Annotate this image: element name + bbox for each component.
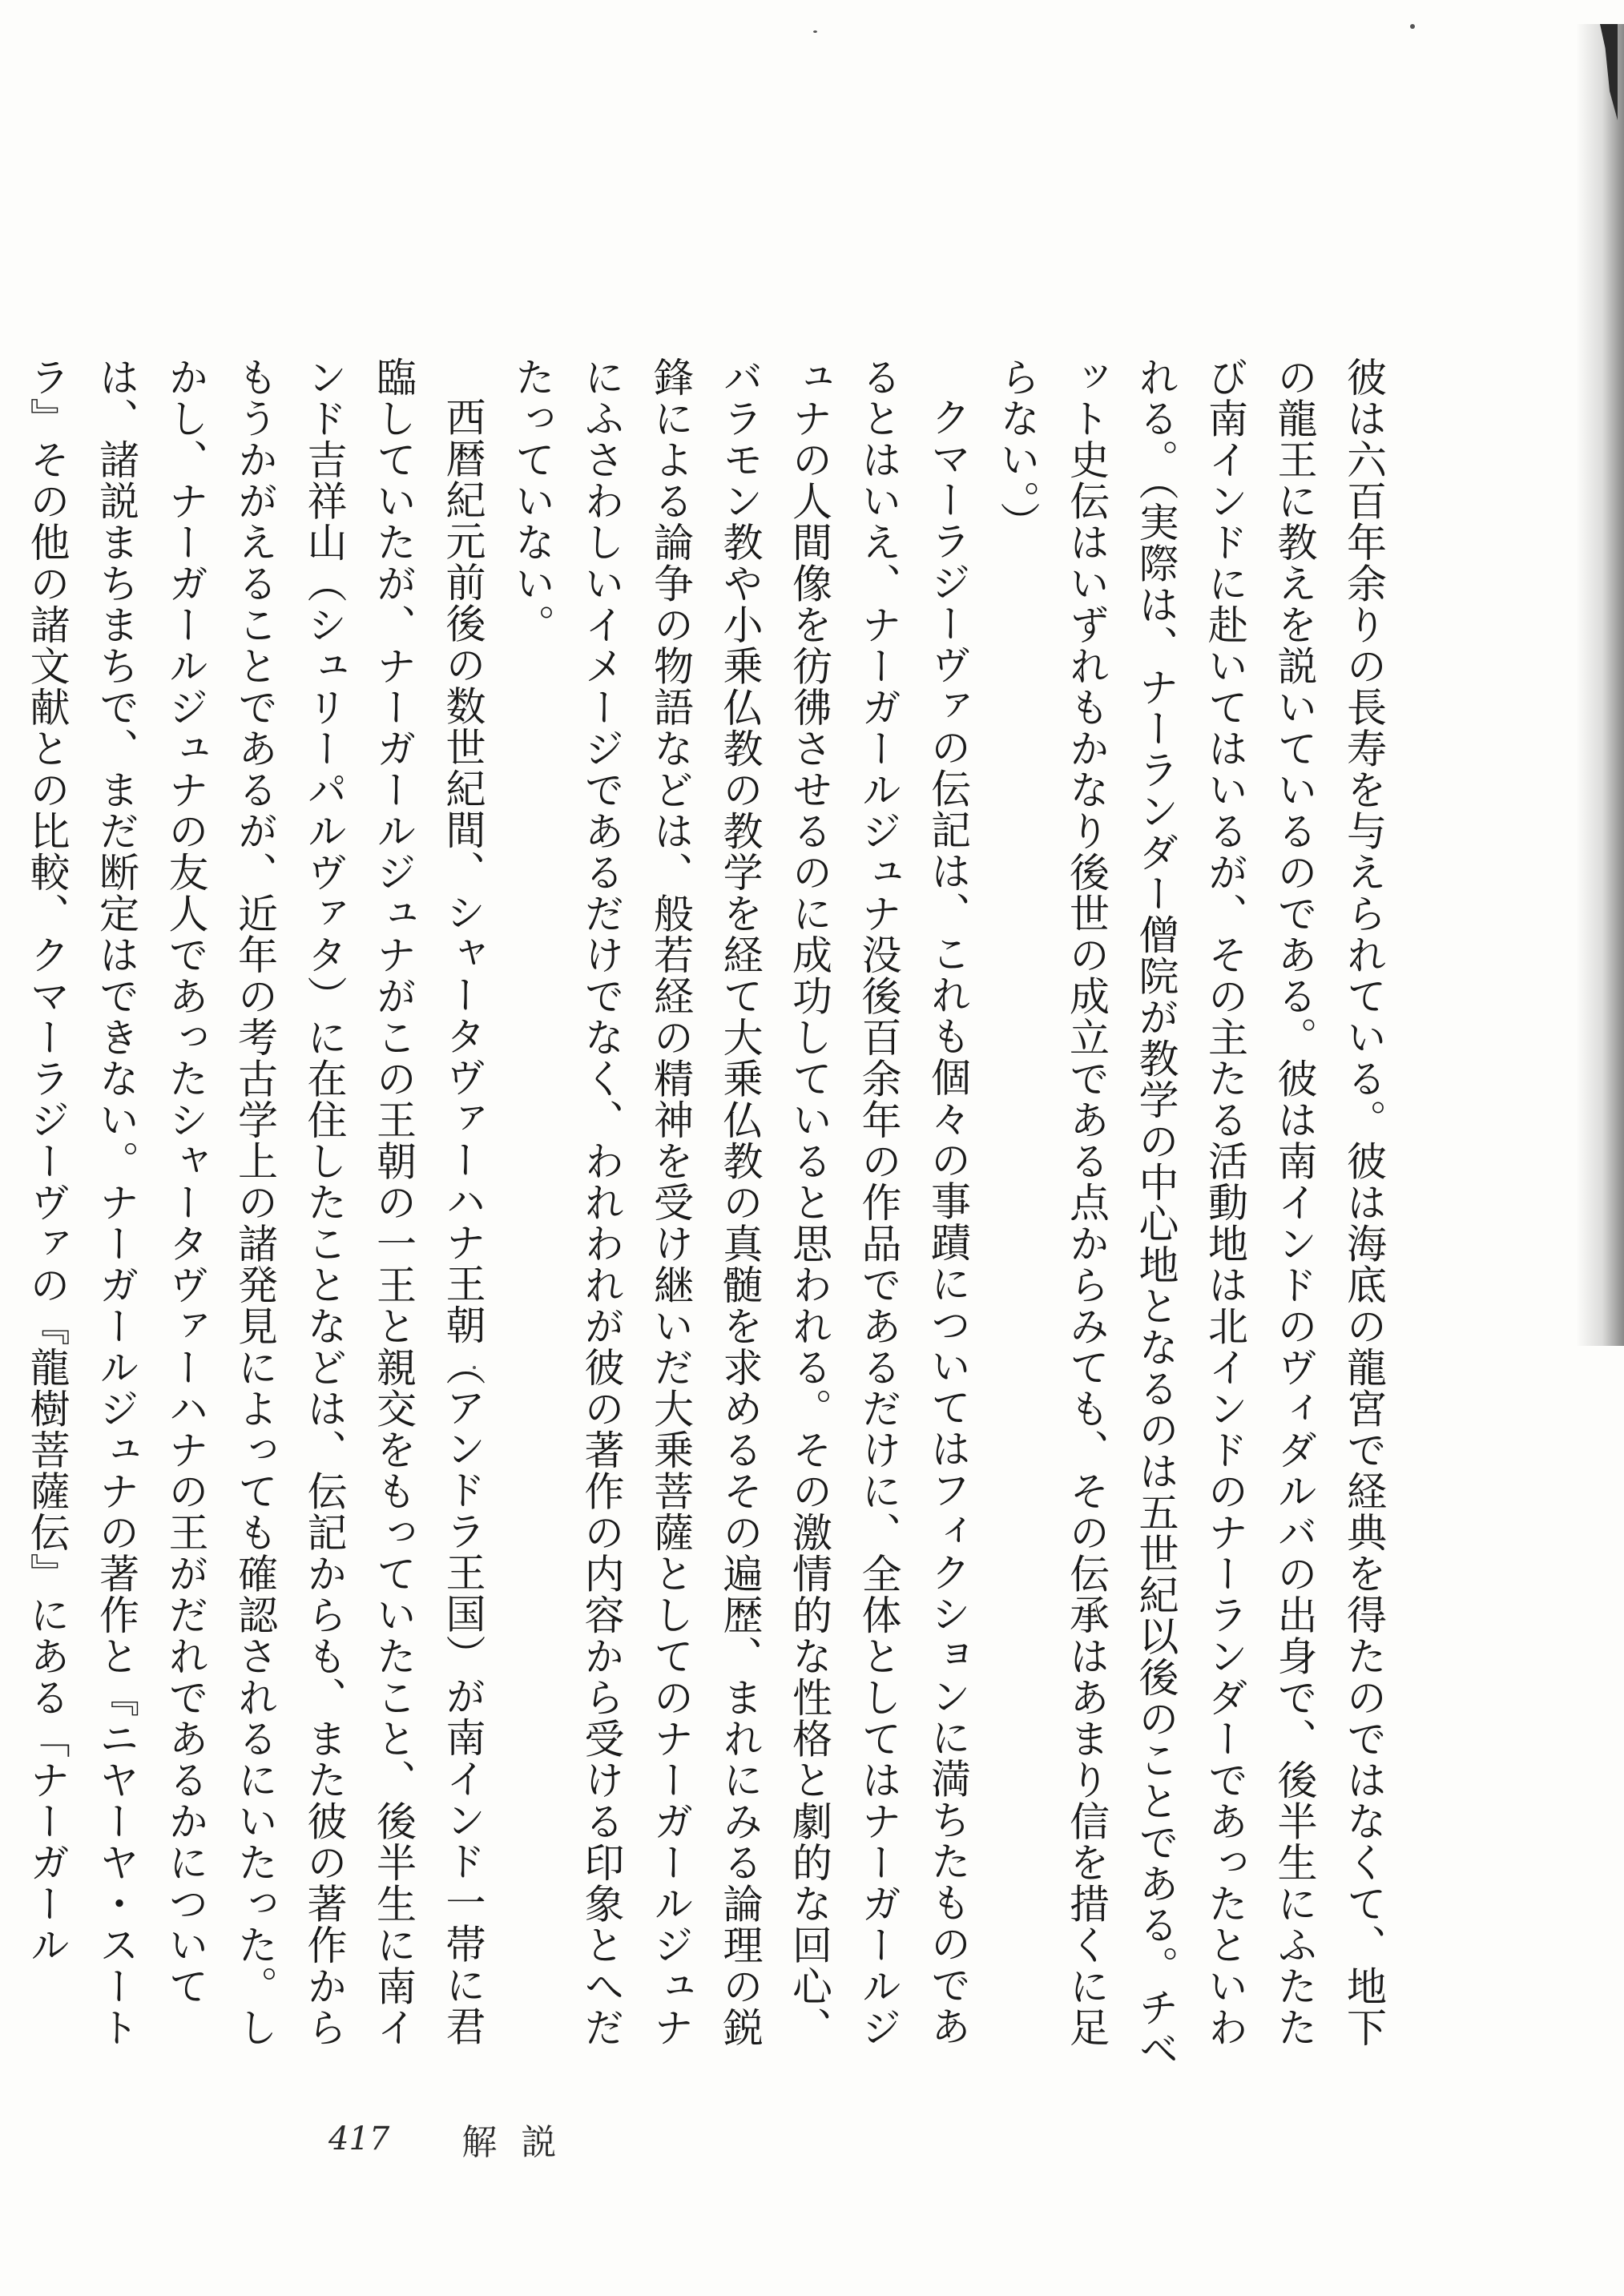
scan-speck (813, 30, 817, 33)
scan-speck (1410, 24, 1415, 29)
body-text (23, 356, 1398, 2087)
paragraph-2: クマーラジーヴァの伝記は、これも個々の事蹟についてはフィクションに満ちたものであるとはいえ、ナーガールジュナ没後百余年の作品であるだけに、全体としてはナーガールジュナの人間像を彷彿させるのに成功していると思われる。その激情的な性格と劇的な回心、バラモン教や小乗仏教の教学を経て大乗仏教の真髄を求めるその遍歴、まれにみる論理の鋭鋒による論争の物語などは、般若経の精神を受け継いだ大乗菩薩としてのナーガールジュナにふさわしいイメージであるだけでなく、われわれが彼の著作の内容から受ける印象とへだたっていない。 (509, 356, 971, 2048)
paragraph-1: 彼は六百年余りの長寿を与えられている。彼は海底の龍宮で経典を得たのではなくて、地下の龍王に教えを説いているのである。彼は南インドのヴィダルバの出身で、後半生にふたたび南インドに赴いてはいるが、その主たる活動地は北インドのナーランダーであったといわれる。（実際は、ナーランダー僧院が教学の中心地となるのは五世紀以後のことである。チベット史伝はいずれもかなり後世の成立である点からみても、その伝承はあまり信を措くに足らない。） (993, 356, 1387, 2069)
binding-edge-shadow (1576, 24, 1624, 1346)
running-head: 解説 (461, 2122, 581, 2163)
page-footer (328, 2115, 580, 2163)
paragraph-3: 西暦紀元前後の数世紀間、シャータヴァーハナ王朝（アンドラ王国）が南インド一帯に君臨していたが、ナーガールジュナがこの王朝の一王と親交をもっていたこと、後半生に南インド吉祥山（シュリーパルヴァタ）に在住したことなどは、伝記からも、また彼の著作からもうかがえることであるが、近年の考古学上の諸発見によっても確認されるにいたった。しかし、ナーガールジュナの友人であったシャータヴァーハナの王がだれであるかについては、諸説まちまちで、まだ断定はできない。ナーガールジュナの著作と『ニヤーヤ・スートラ』その他の諸文献との比較、クマーラジーヴァの『龍樹菩薩伝』にある「ナーガール (23, 356, 486, 2048)
page-number: 417 (328, 2121, 390, 2157)
